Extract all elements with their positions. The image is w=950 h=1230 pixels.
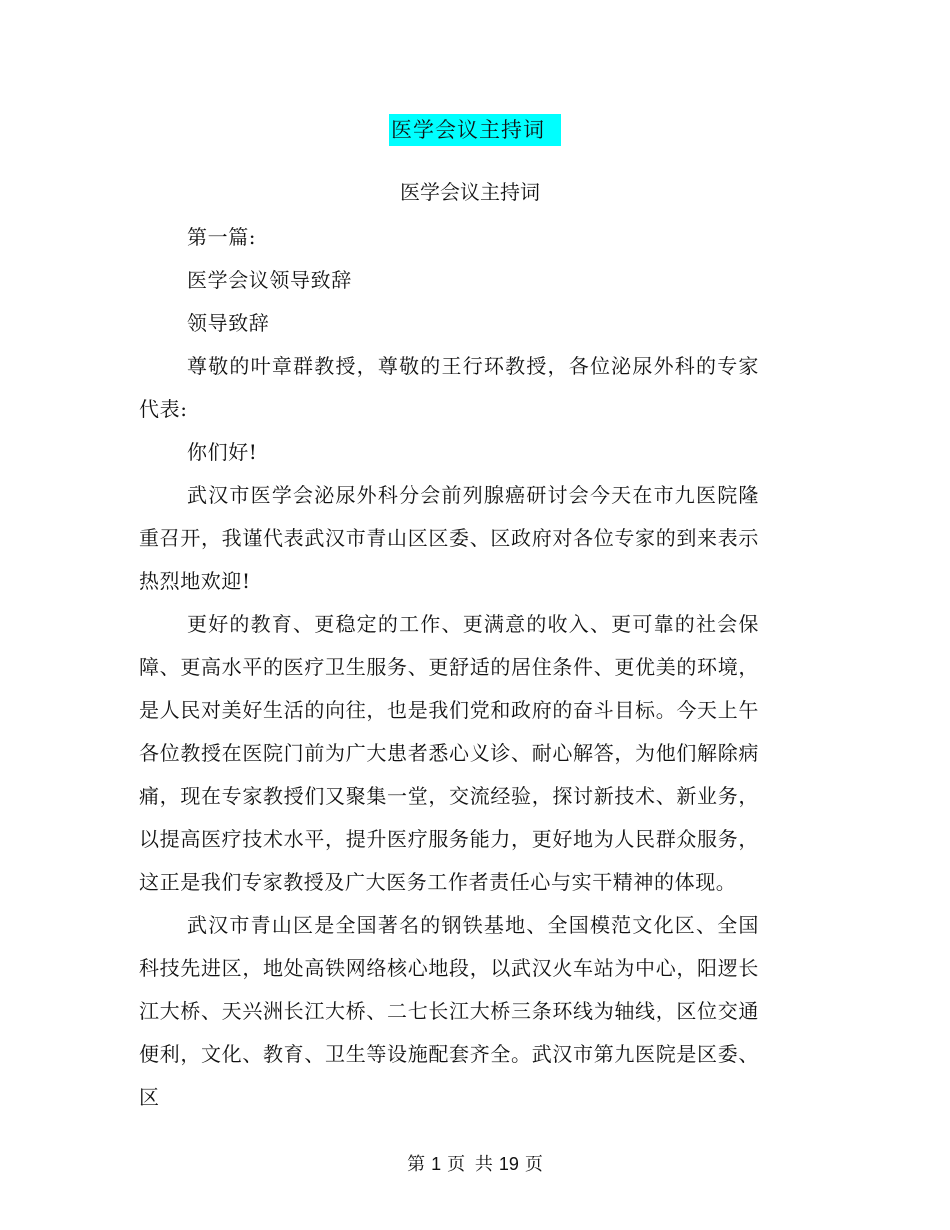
paragraph: 你们好! — [187, 440, 258, 464]
paragraph: 武汉市青山区是全国著名的钢铁基地、全国模范文化区、全国科技先进区，地处高铁网络核心地段，以武汉火车站为中心，阳逻长江大桥、天兴洲长江大桥、二七长江大桥三条环线为轴线，区位交通便利，文化、教育、卫生等设施配套齐全。武汉市第九医院是区委、区 — [139, 913, 759, 1109]
document-subtitle: 医学会议主持词 — [400, 180, 540, 204]
paragraph: 尊敬的叶章群教授，尊敬的王行环教授，各位泌尿外科的专家代表: — [139, 354, 759, 421]
paragraph: 领导致辞 — [187, 311, 270, 335]
footer-total-pages: 19 — [498, 1154, 519, 1174]
footer-prefix: 第 — [407, 1154, 426, 1175]
footer-page-number: 1 — [431, 1154, 442, 1174]
document-body — [139, 216, 759, 1119]
title-container — [0, 114, 950, 146]
paragraph: 更好的教育、更稳定的工作、更满意的收入、更可靠的社会保障、更高水平的医疗卫生服务、更舒适的居住条件、更优美的环境，是人民对美好生活的向往，也是我们党和政府的奋斗目标。今天上午各位教授在医院门前为广大患者悉心义诊、耐心解答，为他们解除病痛，现在专家教授们又聚集一堂，交流经验，探讨新技术、新业务，以提高医疗技术水平，提升医疗服务能力，更好地为人民群众服务，这正是我们专家教授及广大医务工作者责任心与实干精神的体现。 — [139, 612, 759, 894]
paragraph: 医学会议领导致辞 — [187, 268, 352, 292]
document-title: 医学会议主持词 — [389, 114, 561, 146]
paragraph: 第一篇: — [187, 225, 257, 249]
paragraph: 武汉市医学会泌尿外科分会前列腺癌研讨会今天在市九医院隆重召开，我谨代表武汉市青山区区委、区政府对各位专家的到来表示热烈地欢迎! — [139, 483, 759, 593]
page-footer — [0, 1150, 950, 1179]
footer-suffix: 页 — [524, 1154, 543, 1175]
footer-middle: 页 共 — [447, 1154, 493, 1175]
